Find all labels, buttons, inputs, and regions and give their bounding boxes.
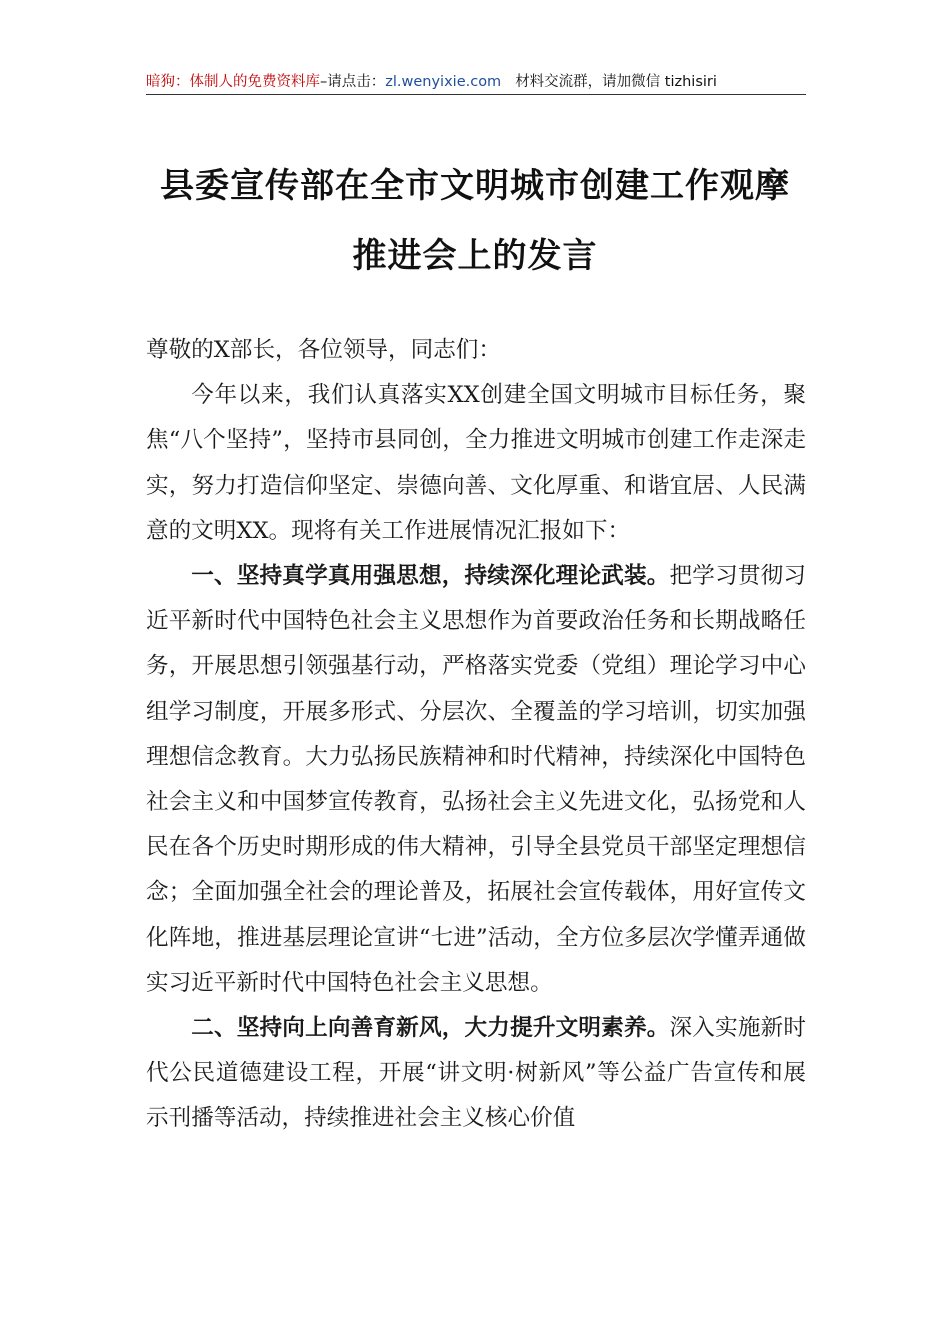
header-contact: 材料交流群，请加微信 tizhisiri xyxy=(515,74,717,90)
header-link[interactable]: zl.wenyixie.com xyxy=(385,74,502,90)
header-site-label: 暗狗：体制人的免费资料库 xyxy=(146,74,320,90)
document-title-line-1: 县委宣传部在全市文明城市创建工作观摩 xyxy=(160,166,790,206)
section-1-text: 把学习贯彻习近平新时代中国特色社会主义思想作为首要政治任务和长期战略任务，开展思想引领强基行动，严格落实党委（党组）理论学习中心组学习制度，开展多形式、分层次、全覆盖的学习培训，切实加强理想信念教育。大力弘扬民族精神和时代精神，持续深化中国特色社会主义和中国梦宣传教育，弘扬社会主义先进文化，弘扬党和人民在各个历史时期形成的伟大精神，引导全县党员干部坚定理想信念；全面加强全社会的理论普及，拓展社会宣传载体，用好宣传文化阵地，推进基层理论宣讲“七进”活动，全方位多层次学懂弄通做实习近平新时代中国特色社会主义思想。 xyxy=(146,563,807,996)
section-2-heading: 二、坚持向上向善育新风，大力提升文明素养。 xyxy=(191,1015,670,1042)
header-divider xyxy=(146,94,806,95)
header-link-prefix: –请点击： xyxy=(320,74,386,90)
intro-paragraph: 今年以来，我们认真落实XX创建全国文明城市目标任务，聚焦“八个坚持”，坚持市县同创，全力推进文明城市创建工作走深走实，努力打造信仰坚定、崇德向善、文化厚重、和谐宜居、人民满意的文明XX。现将有关工作进展情况汇报如下： xyxy=(146,382,806,544)
section-1-paragraph xyxy=(146,554,806,1006)
section-2-paragraph xyxy=(146,1006,806,1142)
document-body xyxy=(146,328,806,1142)
salutation: 尊敬的X部长，各位领导，同志们： xyxy=(146,337,501,363)
section-1-heading: 一、坚持真学真用强思想，持续深化理论武装。 xyxy=(191,563,670,590)
section-2-text: 深入实施新时代公民道德建设工程，开展“讲文明·树新风”等公益广告宣传和展示刊播等活动，持续推进社会主义核心价值 xyxy=(146,1015,807,1132)
document-header xyxy=(146,72,806,92)
document-title-line-2: 推进会上的发言 xyxy=(352,236,598,276)
